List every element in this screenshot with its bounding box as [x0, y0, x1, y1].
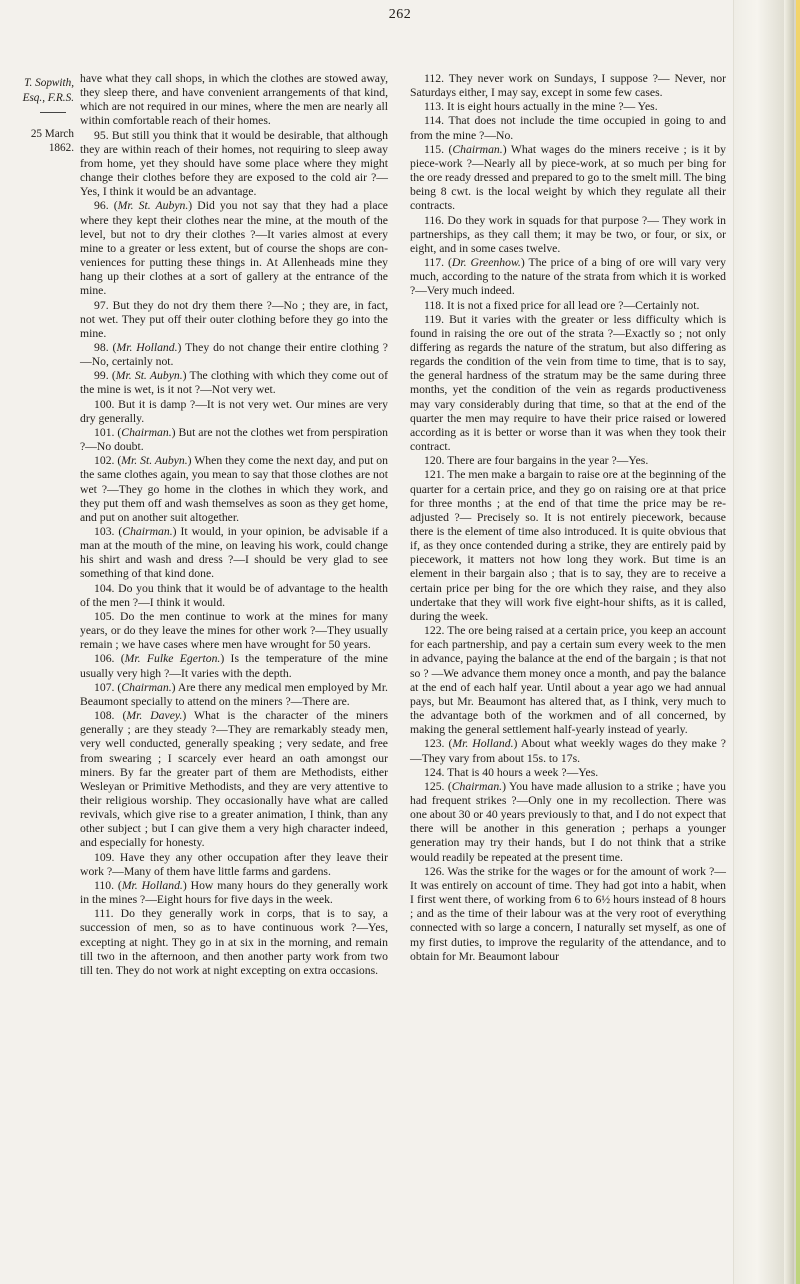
paragraph — [80, 709, 388, 851]
margin-note — [6, 76, 74, 156]
paragraph — [410, 143, 726, 214]
paragraph — [410, 313, 726, 455]
paragraph-text: 119. But it varies with the greater or less difficulty which is found in raising the ore out of the strata ?—Exactly so ; not only differing as regards the nature of the stratum, but also differing as regards the condition of the vein from time to time, that is to say, the general hardness of the stratum may be the same during three months, yet the condition of the vein as regards productiveness may vary considerably during that time, so that at the end of the quarter the men may require to have their price raised or lowered according as it is better or worse than it was when they took their contract. — [410, 312, 726, 454]
paragraph — [410, 214, 726, 256]
paragraph-text: 121. The men make a bargain to raise ore at the beginning of the quarter for a certain price, and they go on raising ore at that price for three months ; at the end of that time the price may be re-adjusted ?— Precisely so. It is not entirely piecework, because there is the element of time also introduced. It is quite obvious that if, as they once contended during a strike, they are entirely paid by piecework, it matters not how long they work. But time is an element in their bargain also ; that is to say, they are to receive a certain price per bing for the ore which they raise, and they also undertake that they will work five eight-hour shifts, as it is called, during the week. — [410, 468, 726, 623]
paragraph — [80, 72, 388, 129]
speaker-name: Mr. Davey. — [126, 709, 183, 723]
paragraph — [410, 766, 726, 780]
paragraph-text: 122. The ore being raised at a certain price, you keep an account for each partnership, and pay a certain sum every week to the men in advance, paying the balance at the end of the bargain ; is that not so ? —We advance them money once a month, and pay the balance at the end of each half year. Until about a year ago we had annual pays, but Mr. Beaumont has altered that, as I think, very much to the advantage both of the workmen and of all concerned, by making the general settlement half-yearly instead of yearly. — [410, 624, 726, 737]
paragraph-text: 98. ( — [94, 340, 117, 354]
paragraph-text: ) About what weekly wages do they make ?—They vary from about 15s. to 17s. — [410, 737, 726, 765]
paragraph — [80, 454, 388, 525]
paragraph-text: 117. ( — [424, 256, 452, 270]
speaker-name: Mr. Holland. — [121, 878, 183, 892]
paragraph-text: ) You have made allusion to a strike ; have you had frequent strikes ?—Only one in my recollection. There was one about 30 or 40 years previously to that, and I do not expect that there will be another in this generation ; perhaps a younger generation may try their hands, but I do not think that a strike would readily be repeated at the present time. — [410, 779, 726, 864]
paragraph — [80, 426, 388, 454]
paragraph-text: 113. It is eight hours actually in the mine ?— Yes. — [424, 100, 658, 114]
paragraph — [410, 624, 726, 737]
paragraph-text: ) Did you not say that they had a place where they kept their clothes near the mine, at the mouth of the level, but not to dry their clothes ?—It varies almost at every mine to a greater or less extent, but of course the shops are conveniences for putting these things in. At Allenheads mine they hang up their clothes at a sort of gallery at the entrance of the mine. — [80, 199, 388, 298]
paragraph — [410, 468, 726, 624]
paragraph-text: ) What is the character of the miners generally ; are they steady ?—They are remarkably steady men, very well conducted, generally speaking ; very sedate, and free from swearing ; I scarcely ever heard an oath amongst our miners. By far the greater part of them are Methodists, either Wesleyan or Primitive Methodists, and they are very attentive to their religious worship. They occasionally have what are called revivals, which give rise to a greater animation, I think, than any other subject ; but I can give them a very high character indeed, and especially for honesty. — [80, 709, 388, 850]
paragraph-text: 96. ( — [94, 199, 118, 213]
paragraph — [80, 879, 388, 907]
paragraph-text: 106. ( — [94, 652, 125, 666]
paragraph-text: 126. Was the strike for the wages or for the amount of work ?—It was entirely on account of time. They had got into a habit, when I first went there, of working from 6 to 6½ hours instead of 8 hours ; and as the time of their labour was at the very root of everything connected with so large a concern, I naturally set myself, as one of my first duties, to improve the regularity of the attendance, and to obtain for Mr. Beaumont labour — [410, 864, 726, 963]
paragraph-text: 103. ( — [94, 525, 123, 538]
paragraph-text: 118. It is not a fixed price for all lead ore ?—Certainly not. — [424, 298, 700, 312]
paragraph-text: 109. Have they any other occupation after they leave their work ?—Many of them have little farms and gardens. — [80, 850, 388, 878]
paragraph-text: 108. ( — [94, 709, 127, 723]
paragraph — [410, 72, 726, 100]
paragraph — [410, 737, 726, 765]
speaker-name: Chairman. — [451, 779, 503, 793]
paragraph-text: have what they call shops, in which the clothes are stowed away, they sleep there, and have convenient arrangements of that kind, which are not required in our mines, where the men are nearly all within comfortable reach of their homes. — [80, 72, 388, 128]
right-column — [410, 72, 726, 964]
paragraph — [410, 865, 726, 964]
paragraph — [80, 398, 388, 426]
paragraph-text: 102. ( — [94, 454, 122, 468]
paragraph-text: 112. They never work on Sundays, I suppose ?— Never, nor Saturdays either, I may say, except in some few cases. — [410, 72, 726, 100]
speaker-name: Chairman. — [121, 680, 172, 694]
speaker-name: Mr. Fulke Egerton. — [124, 652, 221, 666]
speaker-name: Mr. Holland. — [116, 340, 178, 354]
paragraph-text: 97. But they do not dry them there ?—No ; they are, in fact, not wet. They put off their outer clothing before they go into the mine. — [80, 298, 388, 340]
paragraph — [80, 652, 388, 680]
paragraph-text: ) It would, in your opinion, be advisable if a man at the mouth of the mine, on leaving his work, could change his shirt and wash and dress ?—I should be very glad to see something of that kind done. — [80, 525, 388, 581]
paragraph — [80, 610, 388, 652]
witness-name: T. Sopwith, Esq., F.R.S. — [22, 77, 74, 104]
paragraph-text: 105. Do the men continue to work at the mines for many years, or do they leave the mines for other work ?—They usually remain ; we have cases where men have wrought for 50 years. — [80, 609, 388, 652]
paragraph-text: 95. But still you think that it would be desirable, that although they are within reach of their homes, not requiring to sleep away from home, yet they should have some place where they might change their clothes before they are exposed to the cold air ?—Yes, I think it would be an advantage. — [80, 128, 388, 199]
speaker-name: Mr. St. Aubyn. — [117, 199, 189, 213]
paragraph-text: 110. ( — [94, 878, 122, 892]
paragraph-text: 114. That does not include the time occupied in going to and from the mine ?—No. — [410, 114, 726, 142]
paragraph-text: ) The price of a bing of ore will vary very much, according to the nature of the strata from which it is worked ?—Very much indeed. — [410, 256, 726, 298]
paragraph — [80, 582, 388, 610]
speaker-name: Mr. St. Aubyn. — [115, 369, 183, 383]
paragraph — [410, 114, 726, 142]
margin-dash — [6, 112, 74, 127]
speaker-name: Chairman. — [121, 425, 172, 439]
session-date: 25 March 1862. — [30, 127, 74, 154]
paragraph — [80, 299, 388, 341]
speaker-name: Chairman. — [452, 142, 503, 156]
speaker-name: Chairman. — [122, 525, 173, 538]
paragraph-text: 123. ( — [424, 737, 453, 751]
paragraph — [410, 100, 726, 114]
paragraph-text: 111. Do they generally work in corps, that is to say, a succession of men, so as to have continuous work ?—Yes, excepting at night. They go in at six in the morning, and remain till two in the afternoon, and then another party work from two till ten. They do not work at night excepting on extra occasions. — [80, 907, 388, 977]
page-edge-tint — [796, 0, 800, 1284]
paragraph-text: ) What wages do the miners receive ; is it by piece-work ?—Nearly all by piece-work, at so much per bing for the ore ready dressed and prepared to go to the smelt mill. The bing being 8 cwt. is the local weight by which they regulate all their contracts. — [410, 142, 726, 213]
paragraph — [80, 525, 388, 582]
binding-strip — [784, 0, 794, 1284]
paragraph — [410, 780, 726, 865]
paragraph-text: 107. ( — [94, 680, 122, 694]
speaker-name: Dr. Greenhow. — [451, 256, 521, 270]
paragraph-text: 120. There are four bargains in the year ?—Yes. — [424, 454, 649, 468]
speaker-name: Mr. St. Aubyn. — [121, 454, 188, 468]
left-column — [80, 72, 388, 978]
paragraph-text: 99. ( — [94, 369, 116, 383]
paragraph-text: ) The clothing with which they come out of the mine is wet, is it not ?—Not very wet. — [80, 369, 388, 397]
paragraph — [80, 199, 388, 298]
paragraph-text: 100. But it is damp ?—It is not very wet. Our mines are very dry generally. — [80, 397, 388, 425]
paragraph — [80, 129, 388, 200]
page-binding-edge — [733, 0, 800, 1284]
paragraph — [80, 341, 388, 369]
speaker-name: Mr. Holland. — [452, 737, 514, 751]
paragraph-text: 116. Do they work in squads for that purpose ?— They work in partnerships, as they call them; it may be two, or four, or six, or eight, and in some cases twelve. — [410, 213, 726, 255]
paragraph-text: ) They do not change their entire clothing ?—No, certainly not. — [80, 340, 388, 369]
paragraph-text: ) Is the temperature of the mine usually very high ?—It varies with the depth. — [80, 652, 388, 680]
paragraph — [410, 256, 726, 298]
paragraph-text: ) How many hours do they generally work in the mines ?—Eight hours for five days in the week. — [80, 878, 388, 907]
paragraph-text: 104. Do you think that it would be of advantage to the health of the men ?—I think it would. — [80, 581, 388, 609]
paragraph — [410, 299, 726, 313]
paragraph-text: 115. ( — [424, 142, 453, 156]
paragraph-text: ) When they come the next day, and put on the same clothes again, you mean to say that those clothes are not wet ?—They go home in the clothes in which they work, and they put them off and wash themselves as soon as they get home, and put on another suit altogether. — [80, 454, 388, 524]
paragraph-text: ) Are there any medical men employed by Mr. Beaumont specially to attend on the miners ?—There are. — [80, 680, 388, 708]
paragraph — [410, 454, 726, 468]
paragraph-text: 101. ( — [94, 425, 122, 439]
paragraph-text: ) But are not the clothes wet from perspiration ?—No doubt. — [80, 425, 388, 454]
paragraph — [80, 851, 388, 879]
paragraph-text: 124. That is 40 hours a week ?—Yes. — [424, 765, 599, 779]
paragraph — [80, 369, 388, 397]
paragraph — [80, 907, 388, 978]
paragraph-text: 125. ( — [424, 779, 452, 793]
page-number: 262 — [388, 7, 412, 22]
paragraph — [80, 681, 388, 709]
